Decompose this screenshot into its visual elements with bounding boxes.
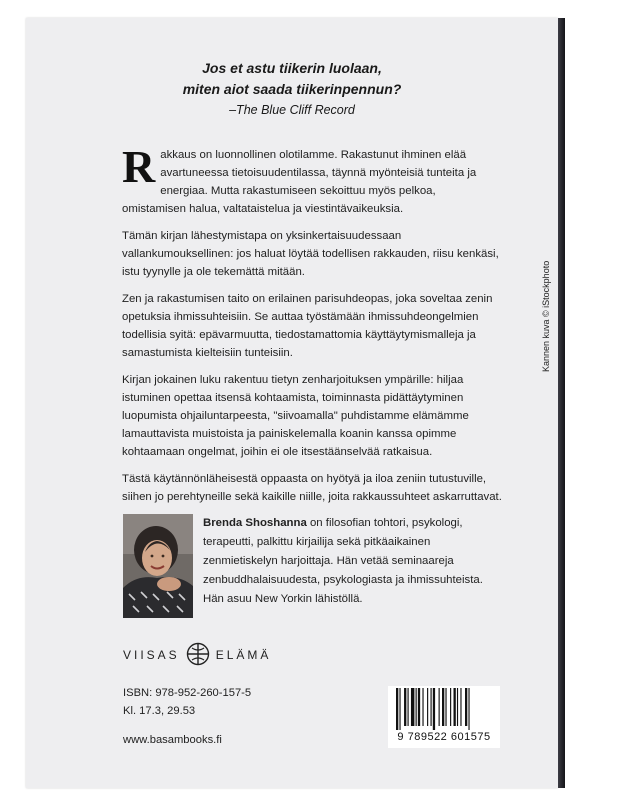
epigraph-line-2: miten aiot saada tiikerinpennun? [182, 81, 402, 97]
publication-info [123, 684, 251, 749]
isbn: ISBN: 978-952-260-157-5 [123, 687, 252, 699]
blurb-paragraph-1 [122, 141, 502, 218]
author-bio-text: on filosofian tohtori, psykologi, terapeutti, palkittu kirjailija sekä pitkäaikainen zenmietiskelyn harjoittaja. Hän vetää seminaareja zenbuddhalaisuudesta, psykologiasta ja ihmissuhteista. [203, 517, 483, 586]
book-spine-edge [558, 18, 565, 788]
drop-cap: R [122, 141, 156, 192]
publisher-emblem-icon [186, 642, 210, 669]
publisher-logo [123, 643, 271, 667]
author-residence: Hän asuu New Yorkin lähistöllä. [203, 593, 363, 605]
cover-photo-credit: Kannen kuva © iStockphoto [541, 260, 551, 372]
blurb-paragraph-5: Tästä käytännönläheisestä oppaasta on hyötyä ja iloa zeniin tutustuville, siihen jo perehtyneille sekä kaikille niille, joita rakkaussuhteet askarruttavat. [122, 473, 502, 503]
publisher-website: www.basambooks.fi [123, 734, 222, 746]
author-bio [203, 514, 503, 609]
classification: Kl. 17.3, 29.53 [123, 705, 196, 717]
epigraph-line-1: Jos et astu tiikerin luolaan, [202, 60, 382, 76]
barcode-bars [394, 688, 494, 730]
publisher-word-1: VIISAS [123, 648, 180, 662]
barcode [388, 686, 500, 748]
epigraph-attribution: –The Blue Cliff Record [229, 103, 355, 117]
author-name: Brenda Shoshanna [203, 517, 307, 529]
epigraph [26, 58, 558, 121]
barcode-number: 9 789522 601575 [397, 731, 491, 743]
blurb-paragraph-2: Tämän kirjan lähestymistapa on yksinkertaisuudessaan vallankumouksellinen: jos haluat löytää todellisen rakkauden, riisu kenkäsi, istu tyynylle ja ole tekemättä mitään. [122, 230, 499, 278]
blurb-paragraph-3: Zen ja rakastumisen taito on erilainen parisuhdeopas, joka soveltaa zenin opetuksia ihmissuhteisiin. Se auttaa työstämään ihmissuhdeongelmien todellisia syitä: epävarmuutta, tiedostamattomia käyttäytymismalleja ja samastumista kielteisiin tunteisiin. [122, 293, 493, 359]
publisher-word-2: ELÄMÄ [215, 648, 272, 662]
blurb-paragraph-1-text: akkaus on luonnollinen olotilamme. Rakastunut ihminen elää avartuneessa tietoisuudentilassa, täynnä myönteisiä tunteita ja energiaa. Mutta rakastumiseen sekoittuu myös pelkoa, omistamisen halua, valtataistelua ja viestintävaikeuksia. [122, 149, 477, 215]
author-photo [123, 514, 193, 618]
blurb [122, 141, 502, 515]
blurb-paragraph-4: Kirjan jokainen luku rakentuu tietyn zenharjoituksen ympärille: hiljaa istuminen opettaa itsensä kohtaamista, toiminnasta pidättäytyminen luopumista ohjailuntarpeesta, "siivoamalla" puhdistamme elämämme lamauttavista muistoista ja painiskelemalla koanin kanssa opimme kohtaamaan ongelmat, joihin ei ole itsestäänselvää ratkaisua. [122, 374, 469, 458]
